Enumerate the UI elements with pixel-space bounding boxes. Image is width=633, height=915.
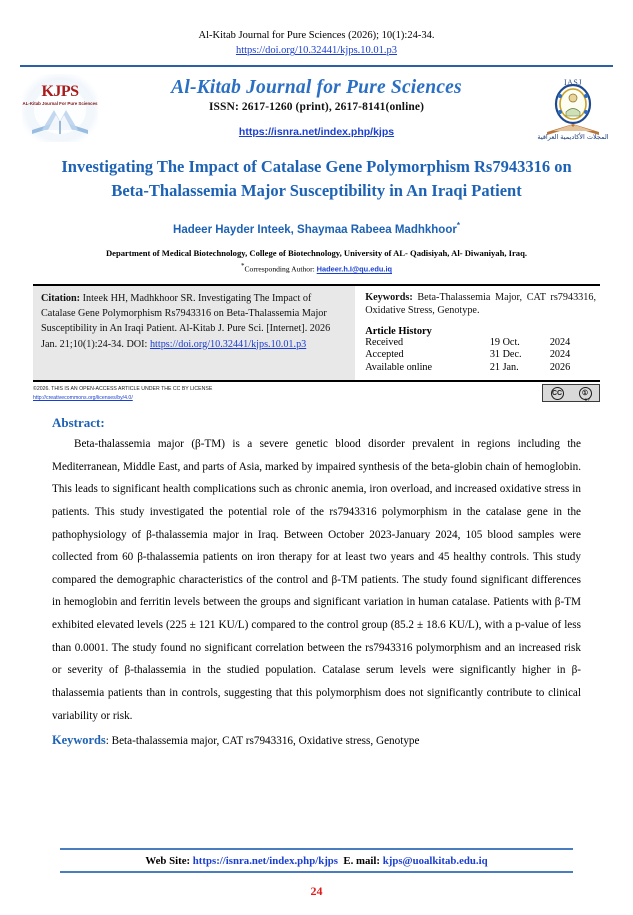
corresponding-label: Corresponding Author: bbox=[244, 264, 315, 274]
history-event: Accepted bbox=[365, 349, 404, 361]
abstract-body: Beta-thalassemia major (β-TM) is a severe genetic blood disorder prevalent in regions including the Mediterranean, Middle East, and parts of Asia, marked by impaired synthesis of the beta-globin chain of hemoglobin. This leads to significant health complications such as chronic anemia, iron overload, and increased oxidative stress in patients. This study investigated the potential role of the rs7943316 polymorphism in the catalase gene in the pathophysiology of β-thalassemia major in Iraq. Between October 2023-January 2024, 105 blood samples were collected from 60 β-thalassemia patients on iron therapy for at least two years and 45 healthy controls. This study compared the demographic characteristics of the control and β-TM patients. The study found significant differences in hemoglobin and ferritin levels between the groups and significant variation in human catalase. Patients with β-TM exhibited elevated levels (225 ± 121 KU/L) compared to the control group (85.2 ± 18.6 KU/L), with a p-value of less than 0.0001. The study found no significant correlation between the rs7943316 polymorphism and an increased risk or severity of β-thalassemia in the studied population. Catalase serum levels were significantly higher in β-thalassemia patients than in controls, suggesting that this polymorphism does not significantly contribute to clinical variability or risk. bbox=[52, 438, 581, 722]
license-statement bbox=[33, 384, 212, 402]
abstract-keywords-sep: : bbox=[105, 735, 109, 748]
history-event: Available online bbox=[365, 362, 433, 374]
keywords-label: Keywords: bbox=[365, 291, 413, 303]
history-year: 2024 bbox=[549, 336, 571, 348]
table-row bbox=[365, 349, 596, 362]
table-row bbox=[365, 362, 596, 375]
history-year: 2026 bbox=[549, 362, 571, 374]
citation-body: Inteek HH, Madhkhoor SR. Investigating The Impact of Catalase Gene Polymorphism Rs7943316 on Beta-Thalassemia Major Susceptibility in An Iraqi Patient. Al-Kitab J. Pure Sci. [Internet]. 2026 Jan. 21;10(1):24-34. DOI: bbox=[41, 292, 331, 350]
abstract-keywords-value: Beta-thalassemia major, CAT rs7943316, Oxidative stress, Genotype bbox=[111, 735, 420, 748]
abstract-keywords-label: Keywords bbox=[52, 733, 106, 748]
license-url-link[interactable]: http://creativecommons.org/licenses/by/4.0/ bbox=[33, 394, 133, 401]
iasj-acronym: IASJ bbox=[563, 77, 582, 87]
footer-email-label: E. mail: bbox=[343, 855, 381, 867]
page-number: 24 bbox=[310, 884, 323, 898]
article-history-table bbox=[365, 337, 596, 376]
footer-contact-line bbox=[0, 850, 633, 871]
author-marker: * bbox=[456, 221, 460, 231]
kjps-acronym: KJPS bbox=[41, 82, 79, 100]
journal-issn: ISSN: 2617-1260 (print), 2617-8141(online) bbox=[208, 101, 425, 114]
article-history-title: Article History bbox=[365, 325, 432, 337]
corresponding-marker: * bbox=[240, 262, 245, 271]
citation-text-block bbox=[41, 291, 347, 352]
running-head-citation: Al-Kitab Journal for Pure Sciences (2026); 10(1):24-34. bbox=[198, 30, 435, 41]
kjps-subtitle: AL-Kitab Journal For Pure Sciences bbox=[22, 100, 98, 106]
running-head bbox=[0, 0, 633, 58]
citation-label: Citation: bbox=[41, 292, 81, 304]
cc-license-badge[interactable] bbox=[542, 384, 600, 402]
page-footer bbox=[0, 848, 633, 899]
running-head-doi-link[interactable]: https://doi.org/10.32441/kjps.10.01.p3 bbox=[235, 45, 398, 57]
journal-site-link[interactable]: https://isnra.net/index.php/kjps bbox=[238, 126, 395, 139]
abstract-section bbox=[52, 415, 581, 753]
table-row bbox=[365, 337, 596, 350]
author-list bbox=[0, 203, 633, 236]
footer-website-link[interactable]: https://isnra.net/index.php/kjps bbox=[192, 855, 339, 867]
footer-website-label: Web Site: bbox=[145, 855, 191, 867]
history-year: 2024 bbox=[549, 349, 571, 361]
keywords-value: Beta-Thalassemia Major, CAT rs7943316, Oxidative Stress, Genotype. bbox=[365, 291, 596, 317]
history-date: 21 Jan. bbox=[489, 362, 519, 374]
metadata-box bbox=[356, 286, 600, 380]
corresponding-author bbox=[0, 258, 633, 274]
journal-title: Al-Kitab Journal for Pure Sciences bbox=[171, 76, 462, 98]
citation-doi-link[interactable]: https://doi.org/10.32441/kjps.10.01.p3 bbox=[149, 338, 307, 350]
abstract-keywords bbox=[52, 728, 581, 753]
journal-masthead bbox=[0, 67, 633, 145]
history-date: 31 Dec. bbox=[489, 349, 522, 361]
masthead-center bbox=[98, 78, 535, 138]
article-info-bar bbox=[33, 284, 600, 382]
license-statement-text: ©2026. THIS IS AN OPEN-ACCESS ARTICLE UNDER THE CC BY LICENSE bbox=[33, 386, 213, 393]
iasj-logo bbox=[535, 74, 611, 142]
cc-by-person-icon: ① bbox=[579, 387, 592, 400]
author-names: Hadeer Hayder Inteek, Shaymaa Rabeea Madhkhoor bbox=[173, 224, 457, 237]
history-date: 19 Oct. bbox=[489, 336, 520, 348]
license-row bbox=[33, 384, 600, 406]
affiliation: Department of Medical Biotechnology, College of Biotechnology, University of AL- Qadisiyah, Al- Diwaniyah, Iraq. bbox=[105, 248, 528, 259]
cc-icon: CC bbox=[551, 387, 564, 400]
history-event: Received bbox=[365, 336, 404, 348]
corresponding-email-link[interactable]: Hadeer.h.I@qu.edu.iq bbox=[316, 264, 393, 274]
cc-by-label: BY bbox=[584, 396, 590, 402]
keywords-box bbox=[365, 291, 596, 318]
iasj-arabic-caption: المجلات الأكاديمية العراقية bbox=[537, 132, 609, 141]
citation-box bbox=[33, 286, 356, 380]
footer-email-link[interactable]: kjps@uoalkitab.edu.iq bbox=[382, 855, 488, 867]
kjps-logo bbox=[22, 74, 98, 142]
page-title: Investigating The Impact of Catalase Gene Polymorphism Rs7943316 on Beta-Thalassemia Major Susceptibility in An Iraqi Patient bbox=[61, 157, 572, 201]
abstract-heading: Abstract: bbox=[52, 415, 105, 431]
